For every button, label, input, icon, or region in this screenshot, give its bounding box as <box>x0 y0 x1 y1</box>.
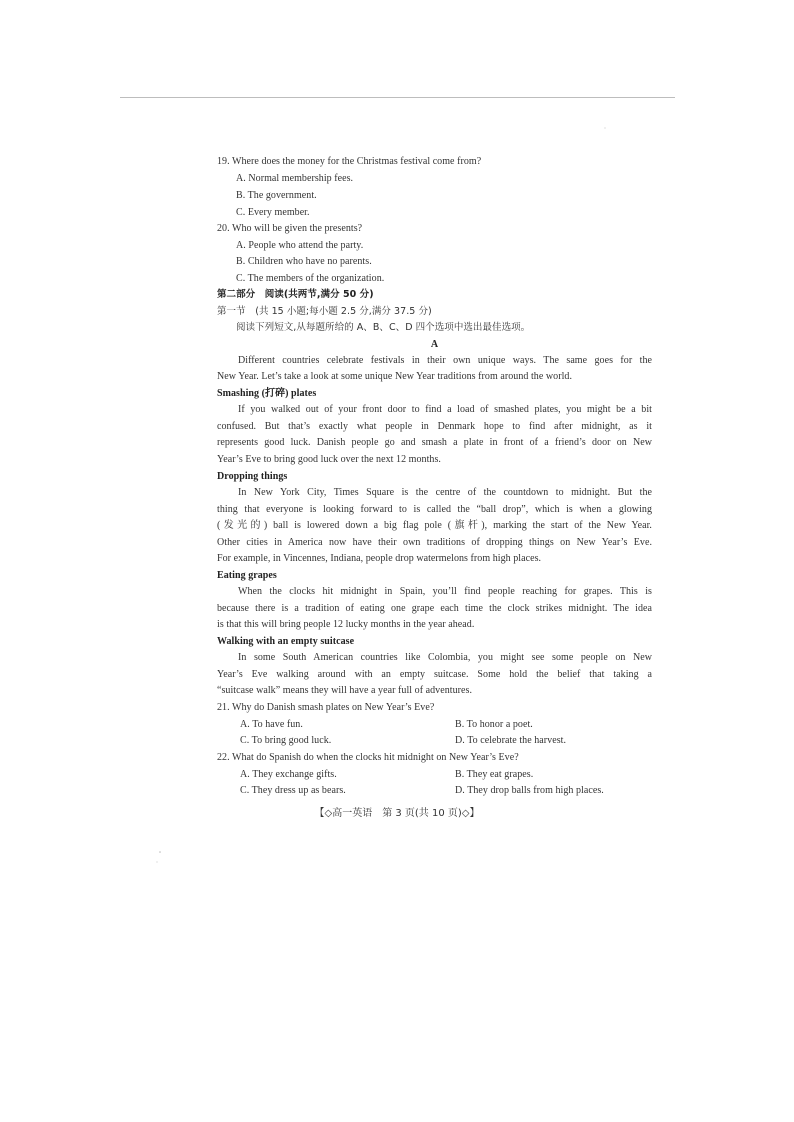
question-19-stem: 19. Where does the money for the Christmas festival come from? <box>217 156 482 167</box>
question-20-option-b: B. Children who have no parents. <box>236 256 372 267</box>
passage-line: Other cities in America now have their own traditions of dropping things on New Year’s Eve. <box>217 537 652 548</box>
passage-line: For example, in Vincennes, Indiana, people drop watermelons from high places. <box>217 553 542 564</box>
passage-line: is that this will bring people 12 lucky months in the year ahead. <box>217 619 475 630</box>
section-heading-smashing: Smashing (打碎) plates <box>217 388 317 399</box>
question-22-option-c: C. They dress up as bears. <box>240 785 346 796</box>
question-22-stem: 22. What do Spanish do when the clocks hit midnight on New Year’s Eve? <box>217 752 519 763</box>
passage-line: confused. But that’s exactly what people in Denmark hope to find after midnight, as it <box>217 421 652 432</box>
section-heading-dropping: Dropping things <box>217 471 288 482</box>
question-22-option-d: D. They drop balls from high places. <box>455 785 604 796</box>
question-21-option-d: D. To celebrate the harvest. <box>455 735 567 746</box>
passage-line: In New York City, Times Square is the centre of the countdown to midnight. But the <box>238 487 652 498</box>
question-20-stem: 20. Who will be given the presents? <box>217 223 363 234</box>
passage-line: thing that everyone is looking forward to is called the “ball drop”, which is when a glowing <box>217 504 652 515</box>
page-footer: 【◇高一英语 第 3 页(共 10 页)◇】 <box>314 808 480 819</box>
section1-heading: 第一节 (共 15 小题;每小题 2.5 分,满分 37.5 分) <box>217 306 432 317</box>
question-19-option-c: C. Every member. <box>236 207 310 218</box>
question-21-option-c: C. To bring good luck. <box>240 735 332 746</box>
passage-line: “suitcase walk” means they will have a year full of adventures. <box>217 685 472 696</box>
passage-line: (发光的) ball is lowered down a big flag pole (旗杆), marking the start of the New Year. <box>217 520 652 531</box>
passage-intro-line: New Year. Let’s take a look at some unique New Year traditions from around the world. <box>217 371 573 382</box>
question-20-option-a: A. People who attend the party. <box>236 240 364 251</box>
passage-line: If you walked out of your front door to find a load of smashed plates, you might be a bit <box>238 404 652 415</box>
passage-line: When the clocks hit midnight in Spain, you’ll find people reaching for grapes. This is <box>238 586 652 597</box>
question-22-option-b: B. They eat grapes. <box>455 769 534 780</box>
question-21-stem: 21. Why do Danish smash plates on New Year’s Eve? <box>217 702 435 713</box>
passage-line: In some South American countries like Colombia, you might see some people on New <box>238 652 652 663</box>
passage-line: represents good luck. Danish people go and smash a plate in front of a friend’s door on New <box>217 437 652 448</box>
part2-heading: 第二部分 阅读(共两节,满分 50 分) <box>217 289 374 300</box>
section-heading-suitcase: Walking with an empty suitcase <box>217 636 355 647</box>
question-19-option-a: A. Normal membership fees. <box>236 173 354 184</box>
question-22-option-a: A. They exchange gifts. <box>240 769 337 780</box>
question-19-option-b: B. The government. <box>236 190 317 201</box>
section-heading-grapes: Eating grapes <box>217 570 277 581</box>
reading-instruction: 阅读下列短文,从每题所给的 A、B、C、D 四个选项中选出最佳选项。 <box>236 322 531 333</box>
passage-intro-line: Different countries celebrate festivals in their own unique ways. The same goes for the <box>238 355 652 366</box>
question-21-option-b: B. To honor a poet. <box>455 719 533 730</box>
question-21-option-a: A. To have fun. <box>240 719 303 730</box>
passage-line: because there is a tradition of eating one grape each time the clock strikes midnight. The idea <box>217 603 652 614</box>
passage-line: Year’s Eve walking around with an empty suitcase. Some hold the belief that taking a <box>217 669 652 680</box>
question-20-option-c: C. The members of the organization. <box>236 273 385 284</box>
passage-letter: A <box>430 339 439 350</box>
passage-line: Year’s Eve to bring good luck over the next 12 months. <box>217 454 441 465</box>
